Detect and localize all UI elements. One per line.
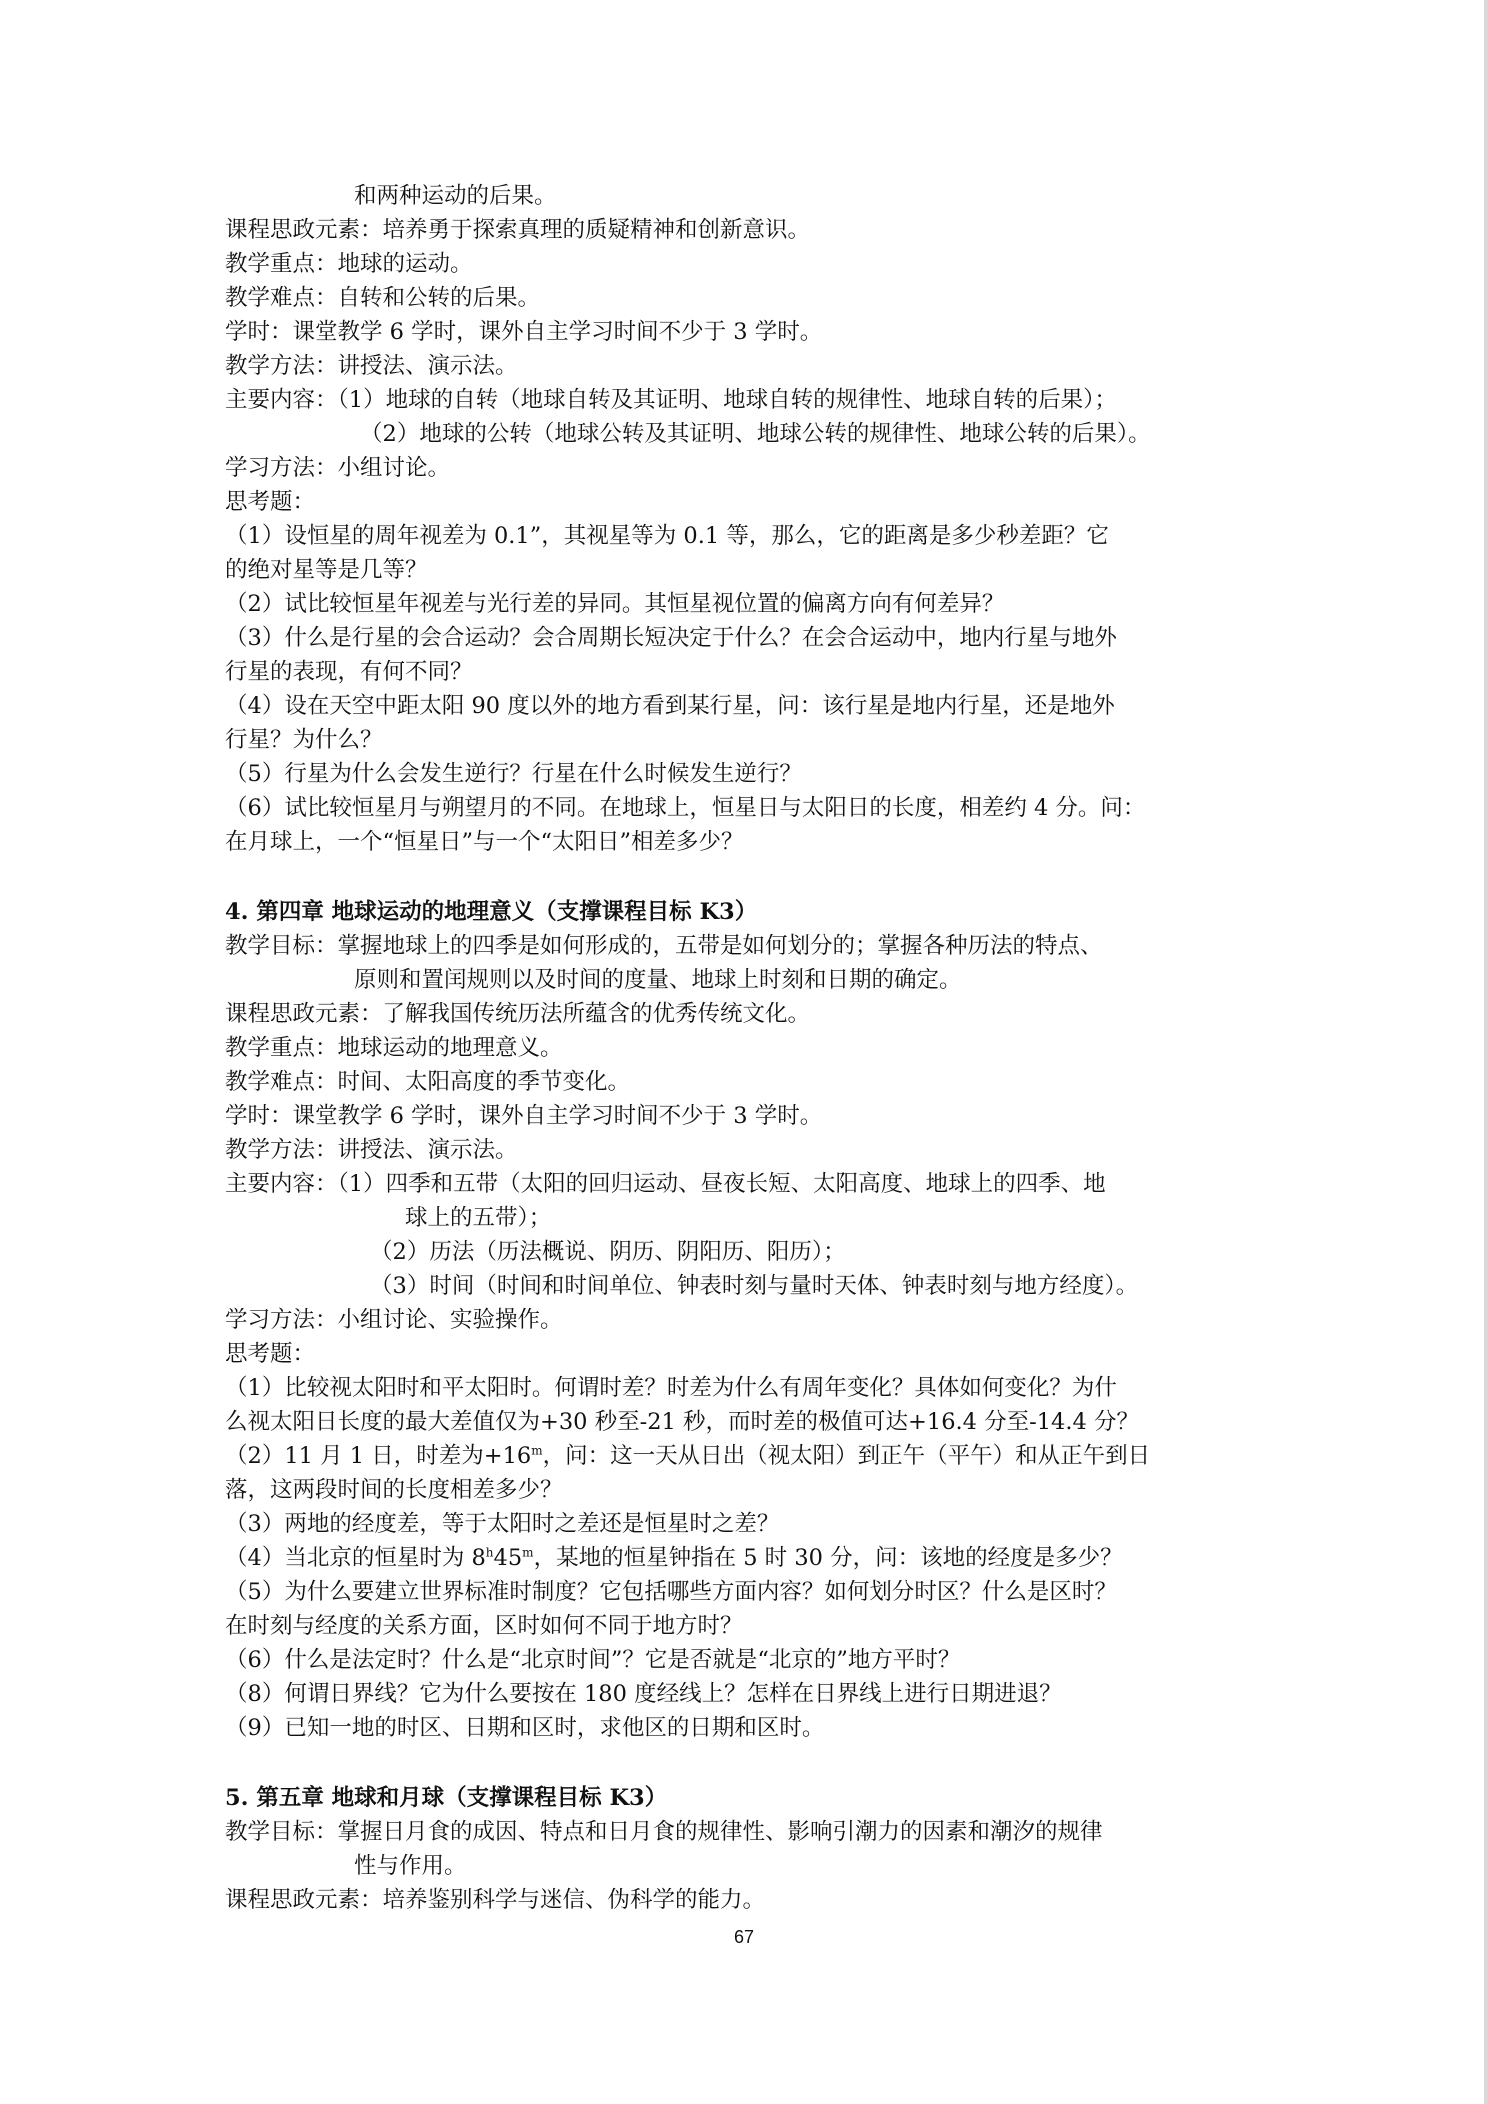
question-line: （6）试比较恒星月与朔望月的不同。在地球上，恒星日与太阳日的长度，相差约 4 分。问： xyxy=(225,795,1146,821)
question-text: ，问：这一天从日出（视太阳）到正午（平午）和从正午到日 xyxy=(542,1443,1151,1469)
text-line: 课程思政元素：培养鉴别科学与迷信、伪科学的能力。 xyxy=(225,1887,766,1913)
text-line: 球上的五带）； xyxy=(405,1205,552,1231)
question-line: 落，这两段时间的长度相差多少？ xyxy=(225,1477,563,1503)
text-line: 思考题： xyxy=(225,489,316,515)
text-line: （2）历法（历法概说、阴历、阴阳历、阳历）； xyxy=(370,1239,846,1265)
text-line: 教学目标：掌握地球上的四季是如何形成的，五带是如何划分的；掌握各种历法的特点、 xyxy=(225,933,1103,959)
question-line: 在时刻与经度的关系方面，区时如何不同于地方时？ xyxy=(225,1613,743,1639)
text-line: 教学方法：讲授法、演示法。 xyxy=(225,1137,518,1163)
question-text: （2）11 月 1 日，时差为+16 xyxy=(225,1443,532,1469)
page-edge xyxy=(1484,0,1488,2104)
superscript: m xyxy=(522,1545,534,1560)
question-text: （4）当北京的恒星时为 8 xyxy=(225,1545,486,1571)
text-line: 教学难点：时间、太阳高度的季节变化。 xyxy=(225,1069,631,1095)
text-line: 教学重点：地球的运动。 xyxy=(225,251,473,277)
text-line: 和两种运动的后果。 xyxy=(354,183,557,209)
question-line: （3）什么是行星的会合运动？会合周期长短决定于什么？在会合运动中，地内行星与地外 xyxy=(225,625,1117,651)
question-line: （4）设在天空中距太阳 90 度以外的地方看到某行星，问：该行星是地内行星，还是地外 xyxy=(225,693,1115,719)
text-line: （2）地球的公转（地球公转及其证明、地球公转的规律性、地球公转的后果）。 xyxy=(360,421,1151,447)
chapter-heading: 5. 第五章 地球和月球（支撑课程目标 K3） xyxy=(225,1785,668,1811)
question-line: 的绝对星等是几等？ xyxy=(225,557,428,583)
question-text: ，某地的恒星钟指在 5 时 30 分，问：该地的经度是多少？ xyxy=(533,1545,1123,1571)
question-line: （1）设恒星的周年视差为 0.1”，其视星等为 0.1 等，那么，它的距离是多少秒差距？它 xyxy=(225,523,1109,549)
question-line xyxy=(225,1543,1123,1573)
question-line: 在月球上，一个“恒星日”与一个“太阳日”相差多少？ xyxy=(225,829,744,855)
text-line: 课程思政元素：培养勇于探索真理的质疑精神和创新意识。 xyxy=(225,217,811,243)
text-line: 学习方法：小组讨论、实验操作。 xyxy=(225,1307,563,1333)
question-line: 行星？为什么？ xyxy=(225,727,383,753)
page-number: 67 xyxy=(733,1927,755,1947)
text-line: 学习方法：小组讨论。 xyxy=(225,455,451,481)
text-line: （3）时间（时间和时间单位、钟表时刻与量时天体、钟表时刻与地方经度）。 xyxy=(370,1273,1139,1299)
text-line: 教学难点：自转和公转的后果。 xyxy=(225,285,541,311)
superscript: h xyxy=(485,1545,494,1560)
question-text: 45 xyxy=(493,1545,523,1571)
question-line: （5）为什么要建立世界标准时制度？它包括哪些方面内容？如何划分时区？什么是区时？ xyxy=(225,1579,1117,1605)
text-line: 主要内容：（1）地球的自转（地球自转及其证明、地球自转的规律性、地球自转的后果）； xyxy=(225,387,1117,413)
question-line: （3）两地的经度差，等于太阳时之差还是恒星时之差？ xyxy=(225,1511,780,1537)
question-line: 行星的表现，有何不同？ xyxy=(225,659,473,685)
text-line: 思考题： xyxy=(225,1341,316,1367)
text-line: 课程思政元素：了解我国传统历法所蕴含的优秀传统文化。 xyxy=(225,1001,811,1027)
text-line: 原则和置闰规则以及时间的度量、地球上时刻和日期的确定。 xyxy=(354,967,962,993)
question-line: （2）试比较恒星年视差与光行差的异同。其恒星视位置的偏离方向有何差异？ xyxy=(225,591,1005,617)
text-line: 学时：课堂教学 6 学时，课外自主学习时间不少于 3 学时。 xyxy=(225,319,823,345)
text-line: 主要内容：（1）四季和五带（太阳的回归运动、昼夜长短、太阳高度、地球上的四季、地 xyxy=(225,1171,1106,1197)
text-line: 教学目标：掌握日月食的成因、特点和日月食的规律性、影响引潮力的因素和潮汐的规律 xyxy=(225,1819,1103,1845)
question-line: （5）行星为什么会发生逆行？行星在什么时候发生逆行？ xyxy=(225,761,802,787)
question-line: （9）已知一地的时区、日期和区时，求他区的日期和区时。 xyxy=(225,1715,825,1741)
text-line: 教学方法：讲授法、演示法。 xyxy=(225,353,518,379)
text-line: 教学重点：地球运动的地理意义。 xyxy=(225,1035,563,1061)
question-line: （8）何谓日界线？它为什么要按在 180 度经线上？怎样在日界线上进行日期进退？ xyxy=(225,1681,1062,1707)
text-line: 学时：课堂教学 6 学时，课外自主学习时间不少于 3 学时。 xyxy=(225,1103,823,1129)
superscript: m xyxy=(531,1443,543,1458)
question-line: （6）什么是法定时？什么是“北京时间”？它是否就是“北京的”地方平时？ xyxy=(225,1647,961,1673)
question-line xyxy=(225,1441,1150,1471)
question-line: 么视太阳日长度的最大差值仅为+30 秒至-21 秒，而时差的极值可达+16.4 分至-14.4 分？ xyxy=(225,1409,1139,1435)
chapter-heading: 4. 第四章 地球运动的地理意义（支撑课程目标 K3） xyxy=(225,899,758,925)
text-line: 性与作用。 xyxy=(354,1853,467,1879)
question-line: （1）比较视太阳时和平太阳时。何谓时差？时差为什么有周年变化？具体如何变化？为什 xyxy=(225,1375,1117,1401)
